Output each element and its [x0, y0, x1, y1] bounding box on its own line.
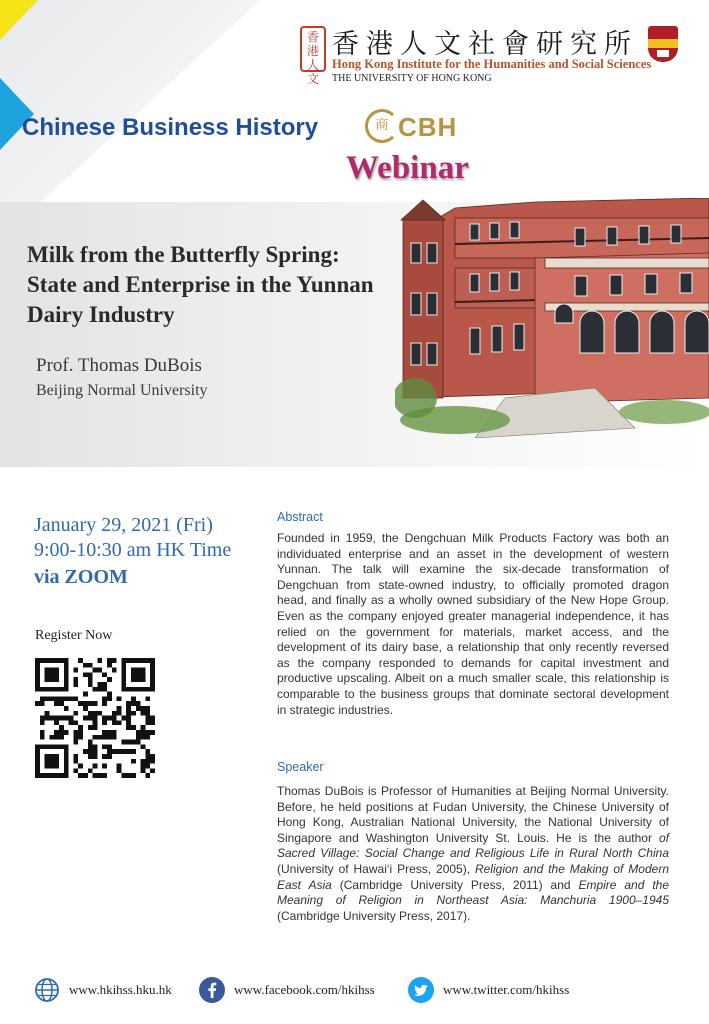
footer-website-link[interactable]: [34, 972, 172, 1008]
bio-book-3: Empire and the Meaning of Religion in Northeast Asia: Manchuria 1900–1945: [277, 877, 669, 908]
register-label[interactable]: Register Now: [35, 628, 113, 643]
bio-book-2: Religion and the Making of Modern East Asia: [277, 861, 669, 892]
talk-title: Milk from the Butterfly Spring: State and Enterprise in the Yunnan Dairy Industry: [27, 242, 374, 327]
event-time: 9:00-10:30 am HK Time: [34, 539, 232, 561]
bio-text-3: (Cambridge University Press, 2011) and: [331, 877, 579, 892]
institute-english-name: Hong Kong Institute for the Humanities and Social Sciences: [332, 57, 652, 71]
facebook-icon: [199, 977, 225, 1003]
registration-qr-code[interactable]: [35, 658, 155, 778]
speaker-heading: Speaker: [277, 760, 324, 774]
bio-text-4: (Cambridge University Press, 2017).: [277, 908, 471, 923]
globe-icon: [34, 977, 60, 1003]
abstract-text: Founded in 1959, the Dengchuan Milk Products Factory was both an individuated enterprise and an asset in the development of western Yunnan. The talk will examine the six-decade transformation of Dengchuan from state-owned industry, to officially promoted dragon head, and finally as a wholly owned subsidiary of the New Hope Group. Even as the company enjoyed greater managerial independence, it has relied on the government for materials, market access, and the development of its dairy base, a relationship that only recently reversed as the company responded to demands for capital investment and productive upscaling. Albeit on a much smaller scale, this relationship is comparable to the business groups that dominate sectoral development in strategic industries.: [277, 531, 669, 717]
website-url: www.hkihss.hku.hk: [69, 982, 172, 997]
institute-header: [300, 22, 700, 86]
cbh-logo-mark: 商: [365, 109, 399, 143]
bio-book-1: of Sacred Village: Social Change and Religious Life in Rural North China: [277, 830, 669, 861]
footer-links: [0, 972, 709, 1008]
speaker-bio-text: [277, 784, 669, 924]
cbh-logo-text: CBH: [398, 112, 458, 142]
building-illustration: [395, 198, 709, 438]
event-venue[interactable]: via ZOOM: [34, 566, 128, 588]
facebook-url: www.facebook.com/hkihss: [234, 982, 375, 997]
footer-twitter-link[interactable]: [408, 972, 569, 1008]
twitter-url: www.twitter.com/hkihss: [443, 982, 570, 997]
speaker-affiliation: Beijing Normal University: [36, 382, 208, 399]
institute-seal-logo: 香港人文: [300, 26, 326, 72]
abstract-heading: Abstract: [277, 510, 323, 524]
institute-chinese-name: 香港人文社會研究所: [332, 29, 638, 60]
hku-crest-icon: [648, 26, 678, 62]
footer-facebook-link[interactable]: [199, 972, 375, 1008]
corner-yellow-triangle: [0, 0, 38, 40]
bio-text-1: Thomas DuBois is Professor of Humanities at Beijing Normal University. Before, he held positions at Fudan University, the Chinese University of Hong Kong, Australian National University, the National University of Singapore and Washington University St. Louis. He is the author: [277, 784, 669, 845]
speaker-name: Prof. Thomas DuBois: [36, 355, 202, 376]
webinar-label: Webinar: [346, 150, 469, 186]
bio-text-2: (University of Hawai‘i Press, 2005),: [277, 861, 475, 876]
university-name: THE UNIVERSITY OF HONG KONG: [332, 73, 492, 84]
series-title: Chinese Business History: [22, 114, 319, 141]
event-date: January 29, 2021 (Fri): [34, 514, 213, 536]
twitter-icon: [408, 977, 434, 1003]
